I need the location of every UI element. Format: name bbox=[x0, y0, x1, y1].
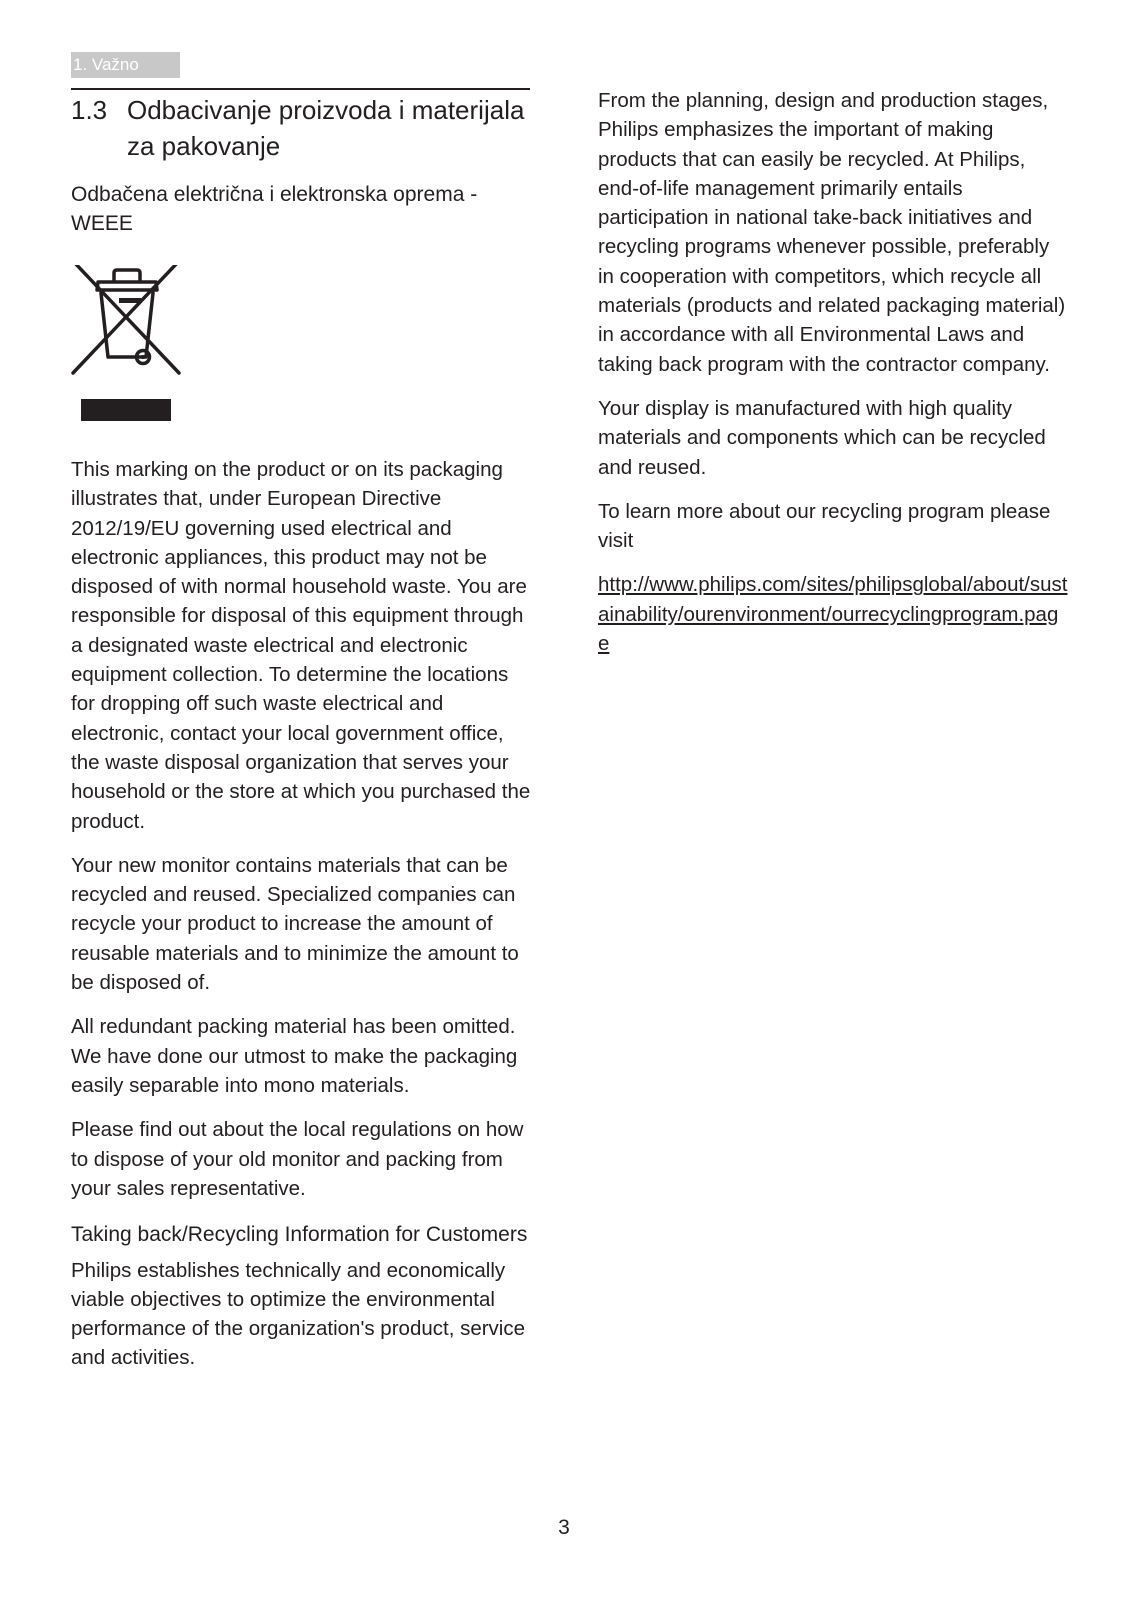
link-paragraph bbox=[598, 570, 1068, 658]
weee-bin-icon bbox=[71, 265, 183, 430]
paragraph: This marking on the product or on its packaging illustrates that, under European Directive 2012/19/EU governing used electrical and electronic appliances, this product may not be disposed of with normal household waste. You are responsible for disposal of this equipment through a designated waste electrical and electronic equipment collection. To determine the locations for dropping off such waste electrical and electronic, contact your local government office, the waste disposal organization that serves your household or the store at which you purchased the product. bbox=[71, 458, 531, 833]
right-column-body bbox=[598, 86, 1068, 673]
paragraph: All redundant packing material has been omitted. We have done our utmost to make the packaging easily separable into mono materials. bbox=[71, 1015, 518, 1097]
section-title-text: Odbacivanje proizvoda i materijala za pakovanje bbox=[127, 95, 525, 161]
paragraph: Your new monitor contains materials that can be recycled and reused. Specialized companies can recycle your product to increase the amount of reusable materials and to minimize the amount to be disposed of. bbox=[71, 853, 519, 995]
recycling-info bbox=[71, 1220, 536, 1388]
chapter-tab: 1. Važno bbox=[71, 52, 180, 78]
left-column-body bbox=[71, 455, 536, 1218]
paragraph: Philips establishes technically and economically viable objectives to optimize the environmental performance of the organization's product, service and activities. bbox=[71, 1258, 526, 1370]
section-title bbox=[71, 92, 531, 164]
paragraph: From the planning, design and production stages, Philips emphasizes the important of making products that can easily be recycled. At Philips, end-of-life management primarily entails participation in national take-back initiatives and recycling programs whenever possible, preferably in cooperation with competitors, which recycle all materials (products and related packaging material) in accordance with all Environmental Laws and taking back program with the contractor company. bbox=[598, 89, 1066, 376]
page-number: 3 bbox=[558, 1516, 570, 1539]
recycling-heading: Taking back/Recycling Information for Customers bbox=[71, 1223, 528, 1246]
recycling-program-link[interactable]: http://www.philips.com/sites/philipsglobal/about/sustainability/ourenvironment/ourrecyclingprogram.page bbox=[598, 573, 1068, 656]
header-rule bbox=[71, 88, 530, 90]
paragraph: Your display is manufactured with high quality materials and components which can be recycled and reused. bbox=[598, 396, 1046, 479]
paragraph: To learn more about our recycling program please visit bbox=[598, 499, 1051, 553]
section-number: 1.3 bbox=[71, 95, 108, 125]
paragraph: Please find out about the local regulations on how to dispose of your old monitor and packing from your sales representative. bbox=[71, 1118, 524, 1200]
weee-subtitle: Odbačena električna i elektronska oprema - WEEE bbox=[71, 183, 478, 235]
